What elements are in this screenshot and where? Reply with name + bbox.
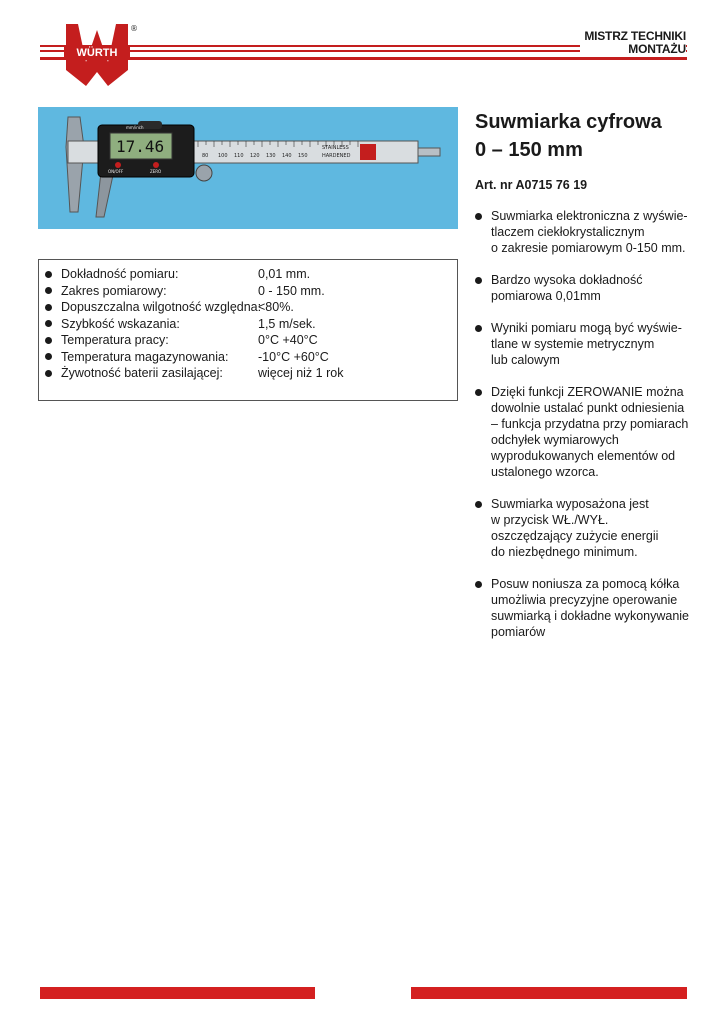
scale-number: 100 <box>218 153 228 159</box>
bullet-icon <box>45 320 52 327</box>
bullet-icon <box>475 581 482 588</box>
bullet-icon <box>475 501 482 508</box>
spec-row <box>45 316 457 333</box>
header-rule-bottom <box>40 57 687 60</box>
header-title-line1: MISTRZ TECHNIKI <box>580 30 686 43</box>
bullet-icon <box>45 370 52 377</box>
spec-row <box>45 349 457 366</box>
feature-line: lub calowym <box>491 353 560 367</box>
feature-line: Bardzo wysoka dokładność <box>491 273 643 287</box>
feature-line: Wyniki pomiaru mogą być wyświe- <box>491 321 682 335</box>
spec-label: Dopuszczalna wilgotność względna: <box>61 300 262 314</box>
scale-number: 110 <box>234 153 244 159</box>
spec-row <box>45 299 457 316</box>
bullet-icon <box>45 353 52 360</box>
feature-line: Suwmiarka wyposażona jest <box>491 497 649 511</box>
hardened-label: HARDENED <box>322 153 351 159</box>
feature-line: pomiarowa 0,01mm <box>491 289 601 303</box>
feature-line: suwmiarką i dokładne wykonywanie <box>491 609 690 623</box>
feature-line: Posuw noniusza za pomocą kółka <box>491 577 680 591</box>
bullet-icon <box>45 287 52 294</box>
feature-line: tlane w systemie metrycznym <box>491 337 655 351</box>
feature-item <box>475 384 690 480</box>
product-title <box>475 108 662 164</box>
spec-label: Dokładność pomiaru: <box>61 267 179 281</box>
spec-value: 0°C +40°C <box>258 333 318 347</box>
spec-row <box>45 332 457 349</box>
spec-value: więcej niż 1 rok <box>258 366 344 380</box>
footer-bar-left <box>40 987 315 999</box>
feature-line: – funkcja przydatna przy pomiarach <box>491 417 689 431</box>
header-title <box>580 30 686 56</box>
feature-line: ustalonego wzorca. <box>491 465 599 479</box>
thumb-wheel-icon <box>196 165 212 181</box>
spec-label: Temperatura magazynowania: <box>61 349 229 364</box>
on-off-button-icon <box>115 162 121 168</box>
spec-row <box>45 266 457 283</box>
article-number: Art. nr A0715 76 19 <box>475 178 588 192</box>
product-title-line2: 0 – 150 mm <box>475 139 583 161</box>
zero-label: ZERO <box>150 169 162 174</box>
stainless-label: STAINLESS <box>322 145 349 151</box>
bullet-icon <box>475 213 482 220</box>
header-title-line2: MONTAŻU <box>580 43 686 56</box>
spec-value: -10°C +60°C <box>258 349 329 364</box>
wurth-logo <box>64 22 130 88</box>
feature-item <box>475 320 690 368</box>
feature-line: w przycisk WŁ./WYŁ. <box>491 513 609 527</box>
lcd-value: 17.46 <box>116 137 165 156</box>
bullet-icon <box>475 277 482 284</box>
feature-line: odchyłek wymiarowych <box>491 433 619 447</box>
spec-label: Temperatura pracy: <box>61 333 169 347</box>
units-label: mm/inch <box>126 125 144 130</box>
scale-number: 150 <box>298 153 308 159</box>
footer-bar-right <box>411 987 687 999</box>
feature-line: wyprodukowanych elementów od <box>491 449 676 463</box>
feature-item <box>475 576 690 640</box>
feature-item <box>475 272 690 304</box>
bullet-icon <box>45 337 52 344</box>
spec-value: <80%. <box>258 300 294 314</box>
specification-box <box>38 259 458 401</box>
bullet-icon <box>45 271 52 278</box>
feature-line: do niezbędnego minimum. <box>491 545 638 559</box>
feature-line: oszczędzający zużycie energii <box>491 529 659 543</box>
caliper-illustration <box>38 107 458 229</box>
feature-line: dowolnie ustalać punkt odniesienia <box>491 401 685 415</box>
product-title-line1: Suwmiarka cyfrowa <box>475 111 662 133</box>
bullet-icon <box>45 304 52 311</box>
spec-label: Zakres pomiarowy: <box>61 283 167 298</box>
feature-line: umożliwia precyzyjne operowanie <box>491 593 678 607</box>
product-photo <box>38 107 458 229</box>
on-label: ON/OFF <box>108 169 124 174</box>
feature-line: pomiarów <box>491 625 546 639</box>
spec-value: 0 - 150 mm. <box>258 283 325 298</box>
zero-button-icon <box>153 162 159 168</box>
spec-label: Szybkość wskazania: <box>61 316 180 331</box>
feature-line: Suwmiarka elektroniczna z wyświe- <box>491 209 688 223</box>
bullet-icon <box>475 389 482 396</box>
spec-row <box>45 365 457 382</box>
spec-value: 0,01 mm. <box>258 267 311 281</box>
scale-number: 130 <box>266 153 276 159</box>
scale-number: 80 <box>202 153 209 159</box>
registered-mark: ® <box>130 24 138 33</box>
feature-item <box>475 208 690 256</box>
feature-line: Dzięki funkcji ZEROWANIE można <box>491 385 684 399</box>
feature-item <box>475 496 690 560</box>
scale-number: 140 <box>282 153 292 159</box>
logo-text: WÜRTH <box>76 47 118 59</box>
spec-value: 1,5 m/sek. <box>258 316 316 331</box>
beam-logo <box>360 144 376 160</box>
feature-list <box>475 208 690 656</box>
feature-line: o zakresie pomiarowym 0-150 mm. <box>491 241 686 255</box>
scale-number: 120 <box>250 153 260 159</box>
feature-line: tlaczem ciekłokrystalicznym <box>491 225 645 239</box>
bullet-icon <box>475 325 482 332</box>
spec-row <box>45 283 457 300</box>
spec-label: Żywotność baterii zasilającej: <box>61 366 223 380</box>
